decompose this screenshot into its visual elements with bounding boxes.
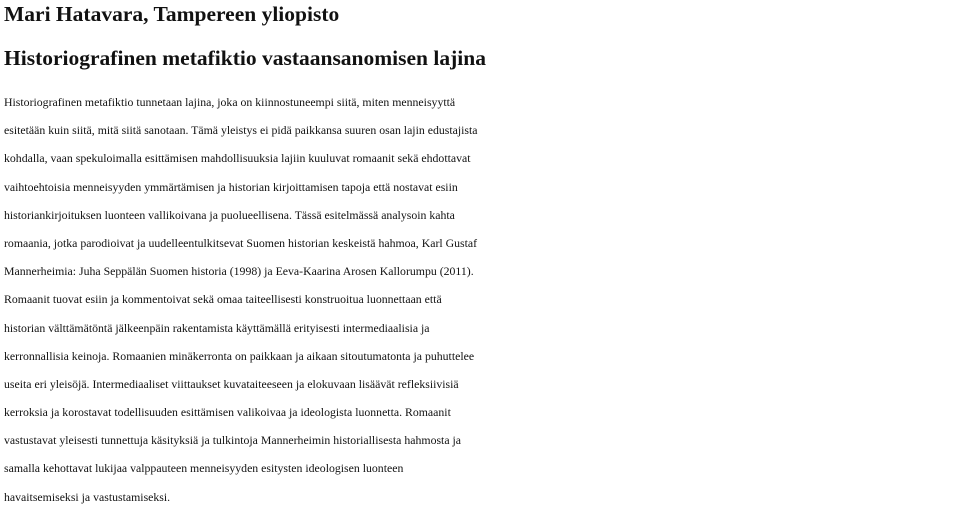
document-title: Historiografinen metafiktio vastaansanomisen lajina: [4, 46, 486, 70]
abstract-line: kerronnallisia keinoja. Romaanien minäkerronta on paikkaan ja aikaan sitoutumatonta ja puhuttelee: [4, 348, 475, 363]
abstract-line: Romaanit tuovat esiin ja kommentoivat sekä omaa taiteellisesti konstruoitua luonnettaan että: [4, 292, 442, 307]
abstract-line: vaihtoehtoisia menneisyyden ymmärtämisen ja historian kirjoittamisen tapoja että nostavat esiin: [4, 179, 458, 194]
abstract-line: romaania, jotka parodioivat ja uudelleentulkitsevat Suomen historian keskeistä hahmoa, Karl Gustaf: [4, 235, 478, 250]
abstract-line: historian välttämätöntä jälkeenpäin rakentamista käyttämällä erityisesti intermediaalisia ja: [4, 320, 430, 335]
abstract-line: useita eri yleisöjä. Intermediaaliset viittaukset kuvataiteeseen ja elokuvaan lisäävät refleksiivisiä: [4, 376, 459, 391]
abstract-line: samalla kehottavat lukijaa valppauteen menneisyyden esitysten ideologisen luonteen: [4, 461, 404, 476]
abstract-line: Mannerheimia: Juha Seppälän Suomen historia (1998) ja Eeva-Kaarina Arosen Kallorumpu (2011).: [4, 264, 474, 279]
abstract-paragraph: [4, 88, 956, 511]
abstract-line: havaitsemiseksi ja vastustamiseksi.: [4, 489, 171, 504]
abstract-line: kerroksia ja korostavat todellisuuden esittämisen valikoivaa ja ideologista luonnetta. Romaanit: [4, 405, 451, 420]
abstract-line: vastustavat yleisesti tunnettuja käsityksiä ja tulkintoja Mannerheimin historiallisesta hahmosta ja: [4, 433, 462, 448]
abstract-line: esitetään kuin siitä, mitä siitä sanotaan. Tämä yleistys ei pidä paikkansa suuren osan lajin edustajista: [4, 123, 478, 138]
author-heading: Mari Hatavara, Tampereen yliopisto: [4, 2, 340, 26]
abstract-line: kohdalla, vaan spekuloimalla esittämisen mahdollisuuksia lajiin kuuluvat romaanit sekä ehdottavat: [4, 151, 471, 166]
abstract-line: Historiografinen metafiktio tunnetaan lajina, joka on kiinnostuneempi siitä, miten menneisyyttä: [4, 95, 456, 109]
abstract-line: historiankirjoituksen luonteen vallikoivana ja puolueellisena. Tässä esitelmässä analysoin kahta: [4, 207, 455, 222]
